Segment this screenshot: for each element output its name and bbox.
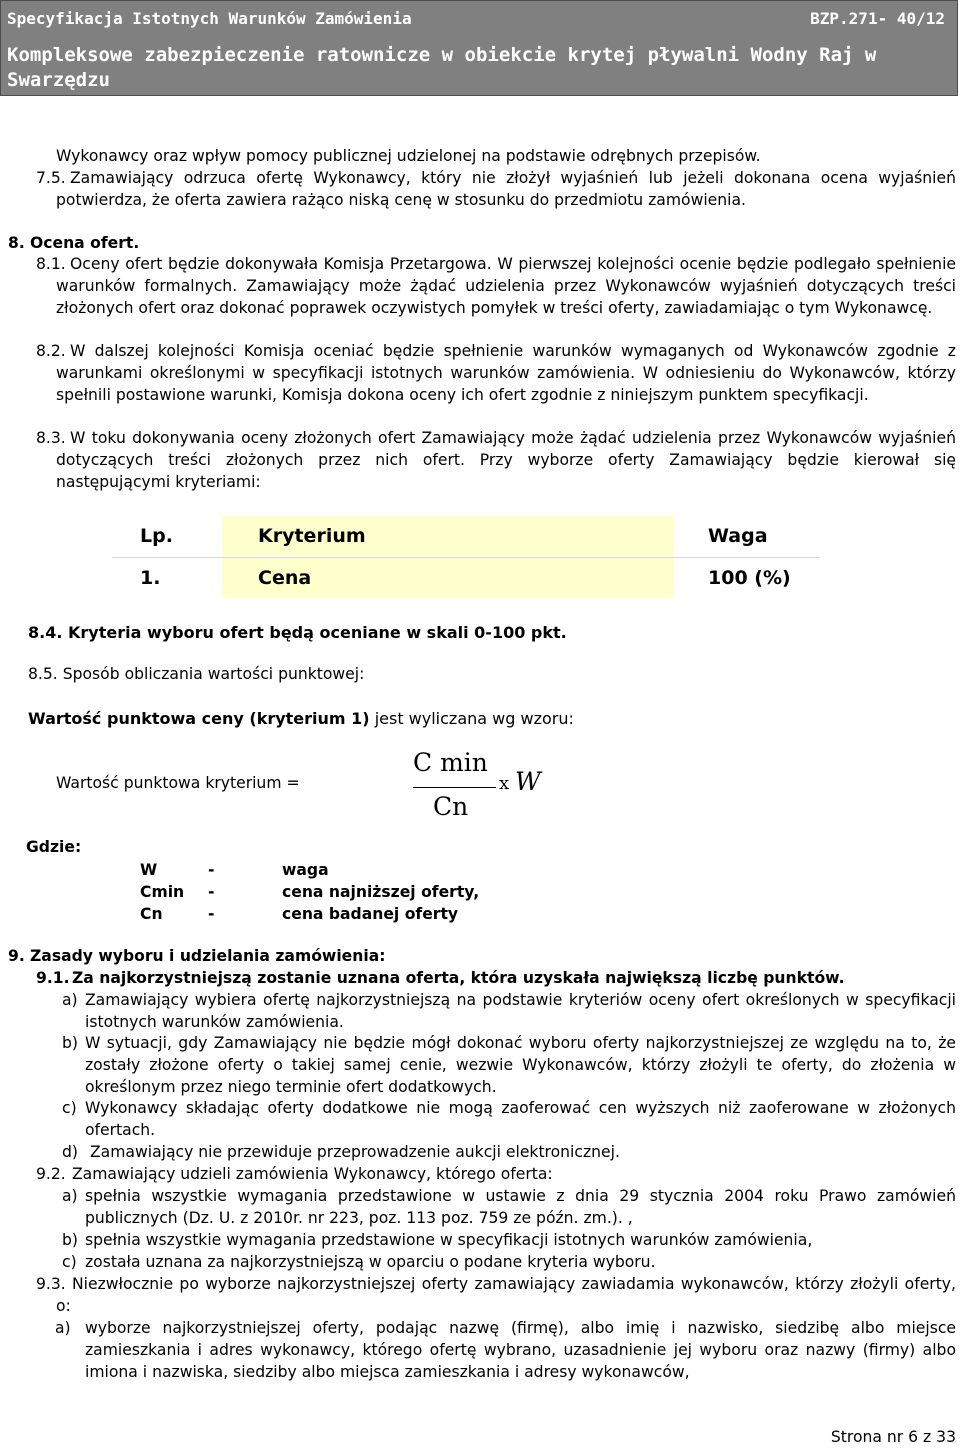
point-9-2-number: 9.2. bbox=[36, 1165, 66, 1183]
formula-denominator: Cn bbox=[433, 792, 469, 821]
legend-dash: - bbox=[208, 883, 215, 901]
section-8-heading: Ocena ofert. bbox=[30, 234, 140, 252]
list-item: Zamawiający wybiera ofertę najkorzystniejszą na podstawie kryteriów oceny ofert określonych w specyfikacji istotnych warunków zamówienia. bbox=[85, 991, 956, 1031]
table-cell-kryterium: Cena bbox=[222, 558, 674, 598]
page-number: Strona nr 6 z 33 bbox=[830, 1428, 956, 1446]
formula-times: x bbox=[499, 773, 510, 794]
formula-numerator: C min bbox=[413, 748, 488, 777]
fraction-line bbox=[413, 787, 496, 788]
formula-label: Wartość punktowa kryterium = bbox=[56, 774, 300, 792]
point-8-5: 8.5. Sposób obliczania wartości punktowej: bbox=[28, 665, 365, 683]
point-8-3-number: 8.3. bbox=[36, 429, 66, 447]
list-item: spełnia wszystkie wymagania przedstawione w specyfikacji istotnych warunków zamówienia, bbox=[85, 1231, 813, 1249]
item-letter: a) bbox=[62, 1187, 78, 1205]
spec-label: Specyfikacja Istotnych Warunków Zamówienia bbox=[7, 9, 412, 28]
list-item: spełnia wszystkie wymagania przedstawione w ustawie z dnia 29 stycznia 2004 roku Prawo zamówień publicznych (Dz. U. z 2010r. nr 223, poz. 113 poz. 759 ze późn. zm.). , bbox=[85, 1187, 956, 1227]
point-7-5-number: 7.5. bbox=[36, 169, 66, 187]
legend-description: waga bbox=[282, 861, 329, 879]
item-letter: d) bbox=[62, 1143, 78, 1161]
point-9-1-number: 9.1. bbox=[36, 969, 70, 987]
legend-symbol: W bbox=[140, 861, 158, 879]
section-9-heading: Zasady wyboru i udzielania zamówienia: bbox=[30, 947, 386, 965]
point-7-5-text: Zamawiający odrzuca ofertę Wykonawcy, który nie złożył wyjaśnień lub jeżeli dokonana ocena wyjaśnień potwierdza, że oferta zawiera rażąco niską cenę w stosunku do przedmiotu zamówienia. bbox=[56, 169, 956, 209]
legend-dash: - bbox=[208, 861, 215, 879]
document-title: Kompleksowe zabezpieczenie ratownicze w obiekcie krytej pływalni Wodny Raj w Swarzędzu bbox=[7, 44, 877, 91]
item-letter: a) bbox=[62, 991, 78, 1009]
formula-intro bbox=[28, 708, 574, 730]
item-letter: c) bbox=[62, 1099, 77, 1117]
gdzie-label: Gdzie: bbox=[26, 838, 82, 856]
point-9-1-text: Za najkorzystniejszą zostanie uznana oferta, która uzyskała największą liczbę punktów. bbox=[72, 969, 845, 987]
item-letter: b) bbox=[62, 1034, 78, 1052]
table-header-lp: Lp. bbox=[140, 525, 173, 547]
item-letter: b) bbox=[62, 1231, 78, 1249]
point-9-2-text: Zamawiający udzieli zamówienia Wykonawcy, którego oferta: bbox=[72, 1165, 553, 1183]
point-8-2-number: 8.2. bbox=[36, 342, 66, 360]
point-8-1-number: 8.1. bbox=[36, 255, 66, 273]
point-8-2-text: W dalszej kolejności Komisja oceniać będzie spełnienie warunków wymaganych od Wykonawców zgodnie z warunkami określonymi w specyfikacji istotnych warunków zamówienia. W odniesieniu do Wykonawców, którzy spełnili postawione warunki, Komisja dokona oceny ich ofert zgodnie z niniejszym punktem specyfikacji. bbox=[56, 342, 956, 404]
page-header bbox=[0, 0, 958, 96]
table-header-waga: Waga bbox=[708, 525, 768, 547]
list-item: Zamawiający nie przewiduje przeprowadzenie aukcji elektronicznej. bbox=[90, 1143, 620, 1161]
list-item: została uznana za najkorzystniejszą w oparciu o podane kryteria wyboru. bbox=[85, 1253, 656, 1271]
item-letter: c) bbox=[62, 1253, 77, 1271]
formula-intro-bold: Wartość punktowa ceny (kryterium 1) bbox=[28, 709, 370, 728]
formula-intro-rest: jest wyliczana wg wzoru: bbox=[369, 709, 574, 728]
table-header-kryterium: Kryterium bbox=[222, 516, 674, 556]
item-letter: a) bbox=[55, 1319, 71, 1337]
section-9-number: 9. bbox=[8, 947, 25, 965]
legend-dash: - bbox=[208, 905, 215, 923]
point-8-1-text: Oceny ofert będzie dokonywała Komisja Przetargowa. W pierwszej kolejności ocenie będzie podlegało spełnienie warunków formalnych. Zamawiający może żądać udzielenia przez Wykonawców wyjaśnień dotyczących treści złożonych ofert oraz dokonać poprawek oczywistych pomyłek w treści oferty, zawiadamiając o tym Wykonawcę. bbox=[56, 255, 956, 317]
point-9-3-text: Niezwłocznie po wyborze najkorzystniejszej oferty zamawiający zawiadamia wykonawców, którzy złożyli oferty, o: bbox=[56, 1275, 956, 1315]
list-item: W sytuacji, gdy Zamawiający nie będzie mógł dokonać wyboru oferty najkorzystniejszej ze względu na to, że zostały złożone oferty o takiej samej cenie, wezwie Wykonawców, którzy złożyli te oferty, do złożenia w określonym przez niego terminie ofert dodatkowych. bbox=[85, 1034, 956, 1096]
reference-number: BZP.271- 40/12 bbox=[810, 9, 945, 28]
intro-line: Wykonawcy oraz wpływ pomocy publicznej udzielonej na podstawie odrębnych przepisów. bbox=[56, 147, 761, 165]
table-cell-lp: 1. bbox=[140, 567, 161, 589]
criteria-table bbox=[112, 516, 820, 600]
point-8-3-text: W toku dokonywania oceny złożonych ofert Zamawiający może żądać udzielenia przez Wykonawców wyjaśnień dotyczących treści złożonych przez nich ofert. Przy wyborze oferty Zamawiający będzie kierował się następującymi kryteriami: bbox=[56, 429, 956, 491]
point-8-4: 8.4. Kryteria wyboru ofert będą oceniane w skali 0-100 pkt. bbox=[28, 623, 567, 642]
legend-description: cena badanej oferty bbox=[282, 905, 459, 923]
point-9-3-number: 9.3. bbox=[36, 1275, 66, 1293]
table-cell-waga: 100 (%) bbox=[708, 567, 791, 589]
section-8-number: 8. bbox=[8, 234, 25, 252]
list-item: wyborze najkorzystniejszej oferty, podając nazwę (firmę), albo imię i nazwisko, siedzibę albo miejsce zamieszkania i adres wykonawcy, którego ofertę wybrano, uzasadnienie jej wyboru oraz nazwy (firmy) albo imiona i nazwiska, siedziby albo miejsca zamieszkania i adresy wykonawców, bbox=[85, 1319, 956, 1381]
legend-description: cena najniższej oferty, bbox=[282, 883, 480, 901]
legend-symbol: Cmin bbox=[140, 883, 185, 901]
formula-w: W bbox=[515, 767, 541, 796]
legend-symbol: Cn bbox=[140, 905, 163, 923]
list-item: Wykonawcy składając oferty dodatkowe nie mogą zaoferować cen wyższych niż zaoferowane w złożonych ofertach. bbox=[85, 1099, 956, 1139]
